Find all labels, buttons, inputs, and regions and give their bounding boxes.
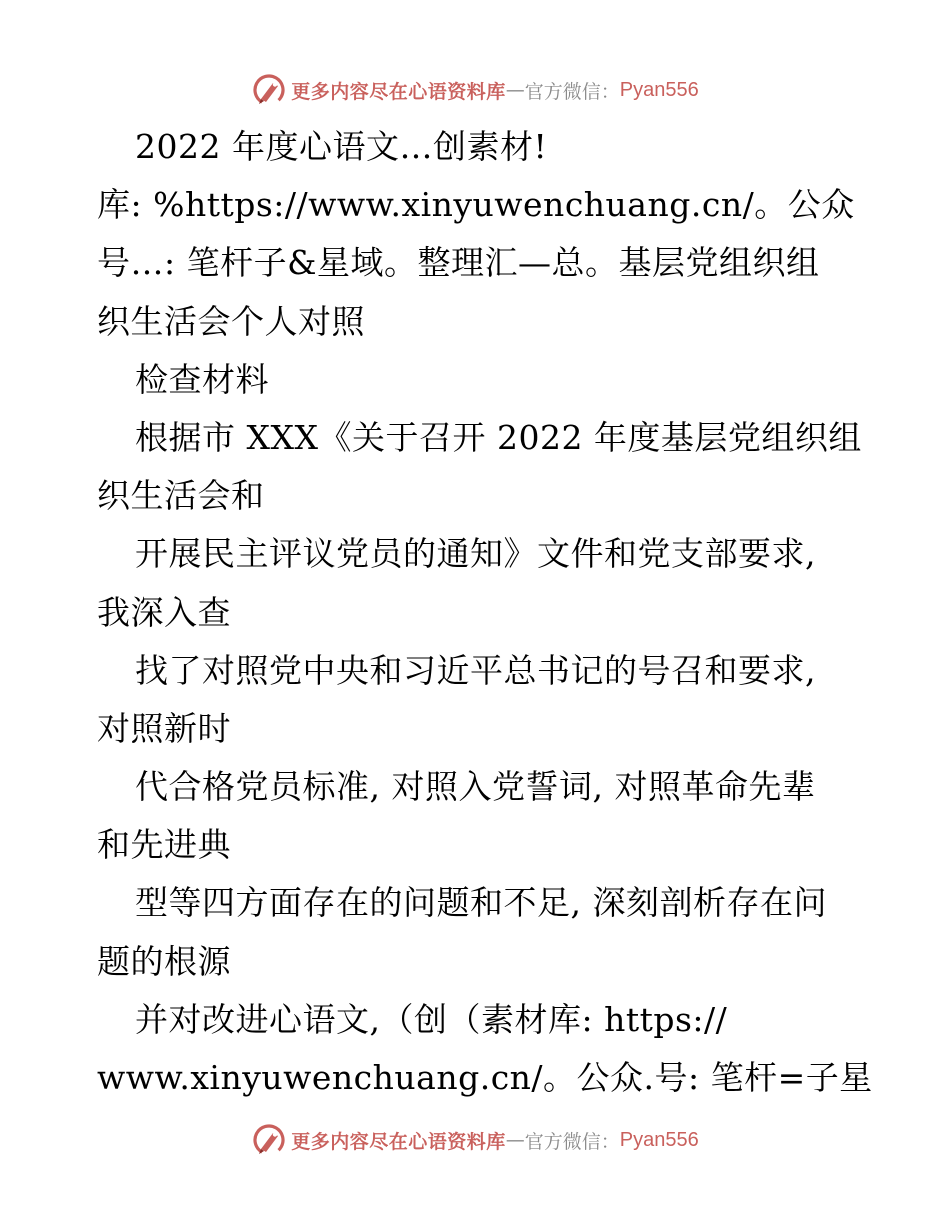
banner-dash: — — [505, 1129, 525, 1151]
text-line: 检查材料 — [135, 359, 269, 399]
banner-contact-label: 官方微信： — [524, 80, 620, 103]
text-line: 和先进典 — [97, 825, 231, 865]
text-line: 2022 年度心语文…创素材! — [135, 127, 548, 166]
text-line: www.xinyuwenchuang.cn/。公众.号: 笔杆=子星 — [97, 1058, 873, 1097]
text-line: 号…: 笔杆子&星域。整理汇—总。基层党组织组 — [97, 243, 820, 283]
banner-dash: — — [505, 79, 525, 101]
text-line: 代合格党员标准, 对照入党誓词, 对照革命先辈 — [135, 767, 816, 807]
text-line: 织生活会和 — [97, 476, 265, 516]
banner-contact-label: 官方微信： — [524, 1130, 620, 1153]
footer-banner — [0, 1120, 950, 1160]
text-line: 对照新时 — [97, 708, 231, 748]
text-line: 开展民主评议党员的通知》文件和党支部要求, — [135, 534, 816, 574]
document-body — [97, 118, 877, 1107]
banner-contact-id: Pyan556 — [619, 1128, 699, 1151]
text-line: 根据市 XXX《关于召开 2022 年度基层党组织组 — [135, 417, 862, 457]
text-line: 织生活会个人对照 — [97, 301, 365, 341]
text-line: 库: %https://www.xinyuwenchuang.cn/。公众 — [97, 185, 855, 225]
text-line: 并对改进心语文,（创（素材库: https:// — [135, 999, 728, 1039]
pen-logo-icon — [251, 72, 287, 108]
text-line: 找了对照党中央和习近平总书记的号召和要求, — [135, 650, 816, 690]
banner-text: 更多内容尽在心语资料库 — [291, 80, 506, 103]
pen-logo-icon — [251, 1122, 287, 1158]
banner-text: 更多内容尽在心语资料库 — [291, 1130, 506, 1153]
text-line: 我深入查 — [97, 592, 231, 632]
text-line: 题的根源 — [97, 941, 231, 981]
text-line: 型等四方面存在的问题和不足, 深刻剖析存在问 — [135, 883, 827, 923]
banner-contact-id: Pyan556 — [619, 78, 699, 101]
header-banner — [0, 70, 950, 110]
